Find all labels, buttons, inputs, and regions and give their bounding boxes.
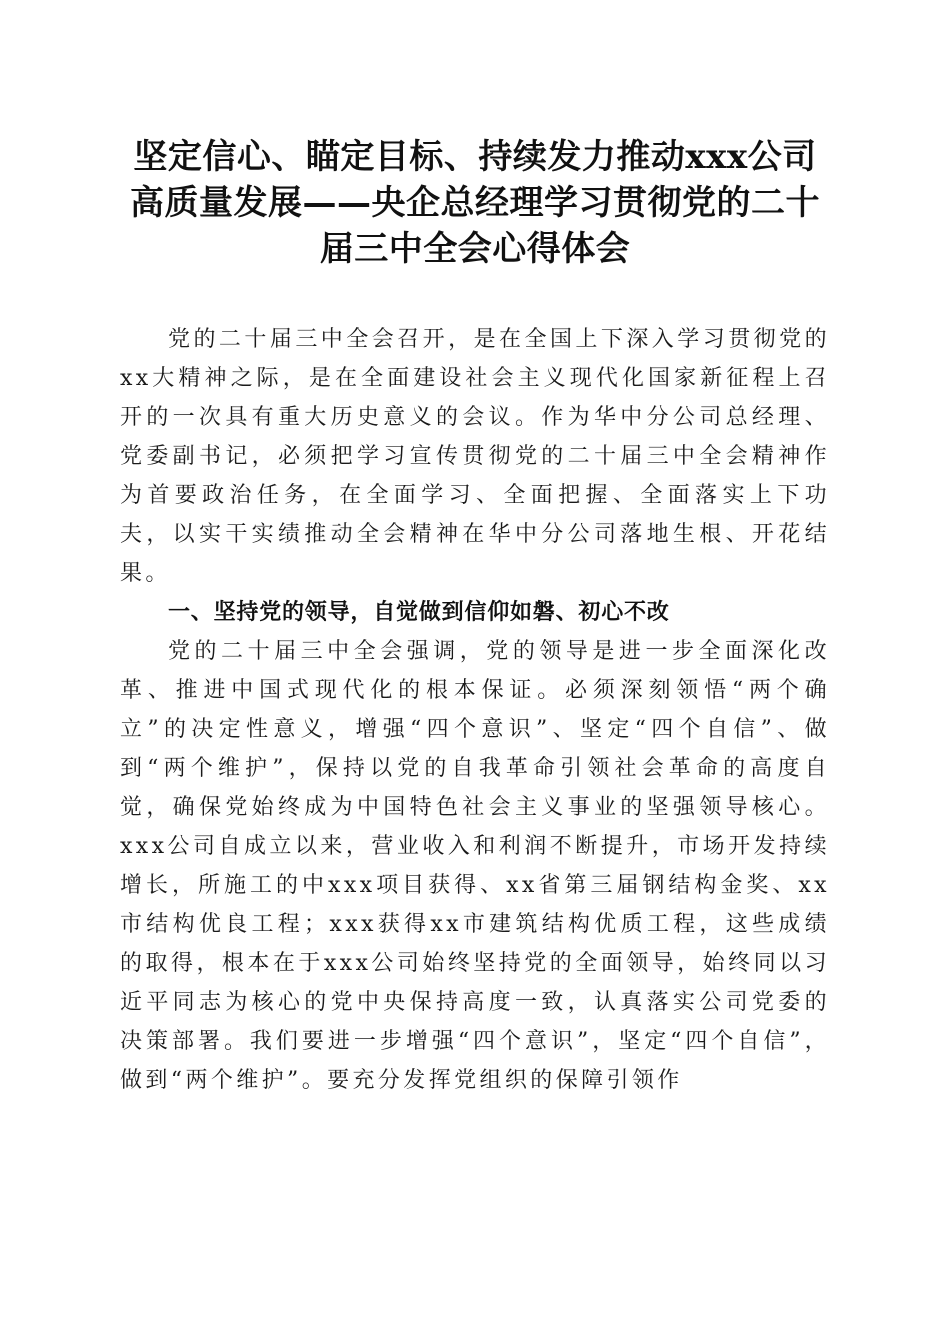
document-body (120, 320, 830, 1100)
title-line-1: 坚定信心、瞄定目标、持续发力推动xxx公司 (133, 137, 817, 177)
title-line-3: 届三中全会心得体会 (319, 229, 631, 269)
title-line-2: 高质量发展——央企总经理学习贯彻党的二十 (130, 183, 820, 223)
document-page (120, 0, 830, 1344)
section-1-heading: 一、坚持党的领导，自觉做到信仰如磐、初心不改 (168, 600, 670, 625)
intro-paragraph: 党的二十届三中全会召开，是在全国上下深入学习贯彻党的xx大精神之际，是在全面建设社会主义现代化国家新征程上召开的一次具有重大历史意义的会议。作为华中分公司总经理、党委副书记，必须把学习宣传贯彻党的二十届三中全会精神作为首要政治任务，在全面学习、全面把握、全面落实上下功夫，以实干实绩推动全会精神在华中分公司落地生根、开花结果。 (120, 327, 830, 586)
document-title (120, 0, 830, 272)
section-1-paragraph: 党的二十届三中全会强调，党的领导是进一步全面深化改革、推进中国式现代化的根本保证。必须深刻领悟“两个确立”的决定性意义，增强“四个意识”、坚定“四个自信”、做到“两个维护”，保持以党的自我革命引领社会革命的高度自觉，确保党始终成为中国特色社会主义事业的坚强领导核心。xxx公司自成立以来，营业收入和利润不断提升，市场开发持续增长，所施工的中xxx项目获得、xx省第三届钢结构金奖、xx市结构优良工程；xxx获得xx市建筑结构优质工程，这些成绩的取得，根本在于xxx公司始终坚持党的全面领导，始终同以习近平同志为核心的党中央保持高度一致，认真落实公司党委的决策部署。我们要进一步增强“四个意识”，坚定“四个自信”，做到“两个维护”。要充分发挥党组织的保障引领作 (120, 639, 830, 1093)
